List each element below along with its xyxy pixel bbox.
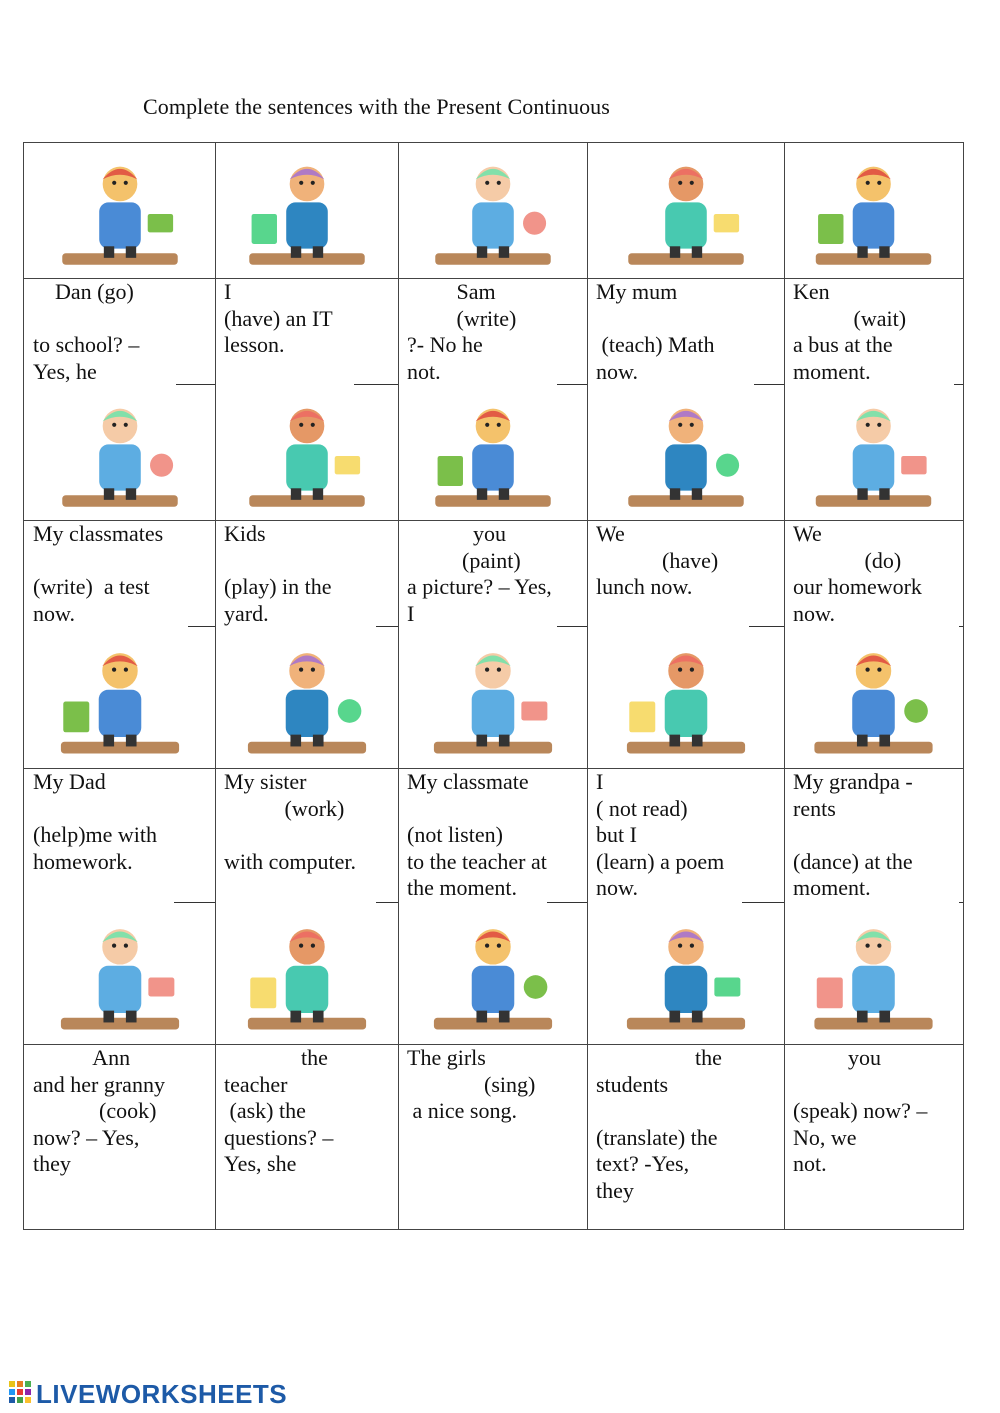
footer-brand: LIVEWORKSHEETS: [36, 1378, 288, 1409]
sentence-text: the students (translate) the text? -Yes, they: [596, 1045, 722, 1203]
boy-sleeping-desk-icon: [413, 633, 573, 763]
granny-cooking-with-girl-icon: [40, 909, 200, 1039]
answer-blank-line: [547, 902, 587, 903]
boy-at-bus-stop-illustration: [794, 147, 953, 274]
kids-doing-homework-icon: [794, 389, 953, 516]
answer-blank-line: [959, 902, 963, 903]
granny-cooking-with-girl-illustration: [40, 909, 200, 1039]
boy-running-to-school-illustration: [40, 147, 200, 274]
answer-blank-line: [557, 384, 587, 385]
boy-sleeping-desk-illustration: [413, 633, 573, 763]
teacher-asking-class-icon: [227, 909, 387, 1039]
boy-writing-illustration: [413, 147, 573, 274]
sentence-text: The girls (sing) a nice song.: [407, 1045, 536, 1124]
students-translating-illustration: [606, 909, 766, 1039]
sentence-text: My Dad (help)me with homework.: [33, 769, 158, 874]
girl-at-computer-icon: [227, 633, 387, 763]
grandparents-dancing-icon: [794, 633, 953, 763]
boy-at-bus-stop-icon: [794, 147, 953, 274]
grandparents-dancing-illustration: [794, 633, 953, 763]
sentence-text: Ann and her granny (cook) now? – Yes, they: [33, 1045, 165, 1177]
answer-blank-line: [188, 626, 215, 627]
kids-doing-homework-illustration: [794, 389, 953, 516]
two-girls-reading-icon: [794, 909, 953, 1039]
table-column-divider: [587, 143, 588, 1229]
sentence-text: Ken (wait) a bus at the moment.: [793, 279, 907, 384]
answer-blank-line: [174, 902, 215, 903]
boy-at-computer-illustration: [227, 147, 387, 274]
dad-helping-boy-illustration: [40, 633, 200, 763]
boy-writing-icon: [413, 147, 573, 274]
boy-running-to-school-icon: [40, 147, 200, 274]
students-translating-icon: [606, 909, 766, 1039]
girls-singing-illustration: [413, 909, 573, 1039]
kids-lunch-icon: [606, 389, 766, 516]
table-column-divider: [784, 143, 785, 1229]
boy-with-books-illustration: [606, 633, 766, 763]
sentence-text: We (do) our homework now.: [793, 521, 922, 626]
sentence-text: Sam (write) ?- No he not.: [407, 279, 517, 384]
answer-blank-line: [959, 626, 963, 627]
footer: [8, 1379, 287, 1409]
teacher-at-board-icon: [606, 147, 766, 274]
sentence-text: you (speak) now? – No, we not.: [793, 1045, 928, 1177]
answer-blank-line: [954, 384, 963, 385]
teacher-asking-class-illustration: [227, 909, 387, 1039]
table-column-divider: [215, 143, 216, 1229]
boy-at-computer-icon: [227, 147, 387, 274]
classmates-writing-test-illustration: [40, 389, 200, 516]
girls-singing-icon: [413, 909, 573, 1039]
girl-painting-illustration: [413, 389, 573, 516]
sentence-text: My classmate (not listen) to the teacher at the moment.: [407, 769, 547, 901]
exercise-table: [23, 142, 964, 1230]
table-column-divider: [398, 143, 399, 1229]
answer-blank-line: [749, 626, 784, 627]
sentence-text: My mum (teach) Math now.: [596, 279, 715, 384]
sentence-text: Dan (go) to school? – Yes, he: [33, 279, 140, 384]
teacher-at-board-illustration: [606, 147, 766, 274]
answer-blank-line: [176, 384, 215, 385]
kids-playing-circle-icon: [227, 389, 387, 516]
liveworksheets-logo-icon: [8, 1380, 32, 1409]
girl-at-computer-illustration: [227, 633, 387, 763]
classmates-writing-test-icon: [40, 389, 200, 516]
answer-blank-line: [354, 384, 398, 385]
worksheet-title: Complete the sentences with the Present Continuous: [143, 94, 610, 119]
sentence-text: My grandpa - rents (dance) at the moment.: [793, 769, 913, 901]
sentence-text: the teacher (ask) the questions? – Yes, she: [224, 1045, 334, 1177]
sentence-text: I (have) an IT lesson.: [224, 279, 333, 358]
answer-blank-line: [376, 902, 398, 903]
kids-lunch-illustration: [606, 389, 766, 516]
sentence-text: My sister (work) with computer.: [224, 769, 356, 874]
answer-blank-line: [754, 384, 784, 385]
sentence-text: Kids (play) in the yard.: [224, 521, 332, 626]
kids-playing-circle-illustration: [227, 389, 387, 516]
sentence-text: I ( not read) but I (learn) a poem now.: [596, 769, 725, 901]
answer-blank-line: [557, 626, 587, 627]
sentence-text: We (have) lunch now.: [596, 521, 719, 600]
dad-helping-boy-icon: [40, 633, 200, 763]
sentence-text: you (paint) a picture? – Yes, I: [407, 521, 552, 626]
girl-painting-icon: [413, 389, 573, 516]
answer-blank-line: [742, 902, 784, 903]
answer-blank-line: [376, 626, 398, 627]
sentence-text: My classmates (write) a test now.: [33, 521, 164, 626]
boy-with-books-icon: [606, 633, 766, 763]
two-girls-reading-illustration: [794, 909, 953, 1039]
